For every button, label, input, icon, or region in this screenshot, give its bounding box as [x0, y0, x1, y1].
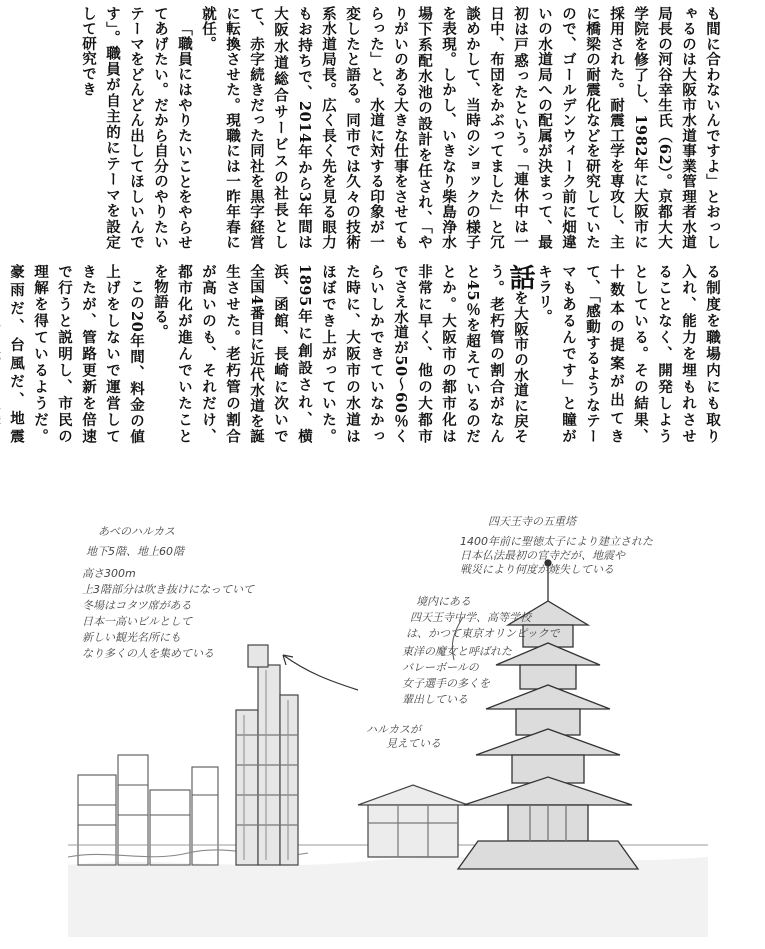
school-note: 女子選手の多くを [402, 677, 490, 690]
harukas-title: あべのハルカス [98, 525, 175, 538]
article-paragraph-dropcap [148, 264, 535, 444]
harukas-note: 新しい観光名所にも [82, 631, 181, 644]
pagoda-note: 戦災により何度か焼失している [460, 563, 614, 576]
school-note: バレーボールの [402, 661, 479, 674]
school-note: 四天王寺中学、高等学校 [410, 611, 531, 624]
harukas-note: 日本一高いビルとして [82, 615, 192, 628]
article-paragraph: る制度を職場内にも取り入れ、能力を埋もれさせることなく、開発しようとしている。その結果、十数本の提案が出てきて、「感動するようなテーマもあるんです」と瞳がキラリ。 [536, 264, 721, 444]
pagoda-title: 四天王寺の五重塔 [488, 515, 576, 528]
article-top-block [48, 6, 724, 250]
harukas-view-note: 見えている [386, 737, 441, 750]
harukas-view-note: ハルカスが [366, 723, 421, 736]
harukas-note: 高さ300m [82, 567, 136, 580]
school-note: 東洋の魔女と呼ばれた [402, 645, 512, 658]
school-note: は、かつて東京オリンピックで [406, 627, 560, 640]
school-note: 境内にある [416, 595, 471, 608]
arrow-icon [283, 655, 358, 690]
temple-gate-drawing [358, 785, 468, 857]
harukas-note: 上3階部分は吹き抜けになっていて [82, 583, 254, 596]
article-paragraph: 「職員にはやりたいことをやらせてあげたい。だから自分のやりたいテーマをどんどん出してほしいんです」。職員が自主的にテーマを設定して研究でき [80, 6, 193, 250]
pagoda-note: 日本仏法最初の官寺だが、地震や [460, 549, 625, 562]
dropcap-paragraph-text: を大阪市の水道に戻そう。老朽管の割合がなんと45％を超えているのだとか。大阪市の都市化は非常に早く、他の大都市でさえ水道が50～60％くらいしかできていなかった時に、大阪市の水道はほぼでき上がっていた。1895年に創設され、横浜、函館、長崎に次いで全国4番目に近代水道を誕生させた。老朽管の割合が高いのも、それだけ、都市化が進んでいたことを物語る。 [152, 264, 529, 444]
school-note: 輩出している [402, 693, 468, 706]
article-mid-block [8, 264, 724, 444]
article-paragraph: この20年間、料金の値上げをしないで運営してきたが、管路更新を倍速で行うと説明し、市民の理解を得ているようだ。豪雨だ、台風だ、地震 [8, 264, 145, 444]
harukas-note: なり多くの人を集めている [82, 647, 214, 660]
harukas-note: 冬場はコタツ席がある [82, 599, 192, 612]
dropcap-character: 話 [505, 264, 535, 291]
article-paragraph: も間に合わないんですよ」とおっしゃるのは大阪市水道事業管理者水道局長の河谷幸生氏（62）。京都大大学院を修了し、1982年に大阪市に採用された。耐震工学を専攻し、主に橋梁の耐震化などを研究していたので、ゴールデンウィーク前に畑違いの水道局への配属が決まって、最初は戸惑ったという。「連休中は一日中、布団をかぶってました」と冗談めかして、当時のショックの様子を表現。しかし、いきなり柴島浄水場下系配水池の設計を任され、「やりがいのある大きな仕事をさせてもらった」と、水道に対する印象が一変したと語る。同市では久々の技術系水道局長。広く長く先を見る眼力もお持ちで、2014年から3年間は大阪水道総合サービスの社長として、赤字続きだった同社を黒字経営に転換させた。現職には一昨年春に就任。 [200, 6, 721, 250]
abeno-harukas-drawing [236, 645, 298, 865]
pencil-sketch-illustration [68, 505, 708, 937]
five-storey-pagoda-drawing [458, 560, 638, 869]
harukas-note: 地下5階、地上60階 [86, 545, 184, 558]
pagoda-note: 1400年前に聖徳太子により建立された [460, 535, 653, 548]
